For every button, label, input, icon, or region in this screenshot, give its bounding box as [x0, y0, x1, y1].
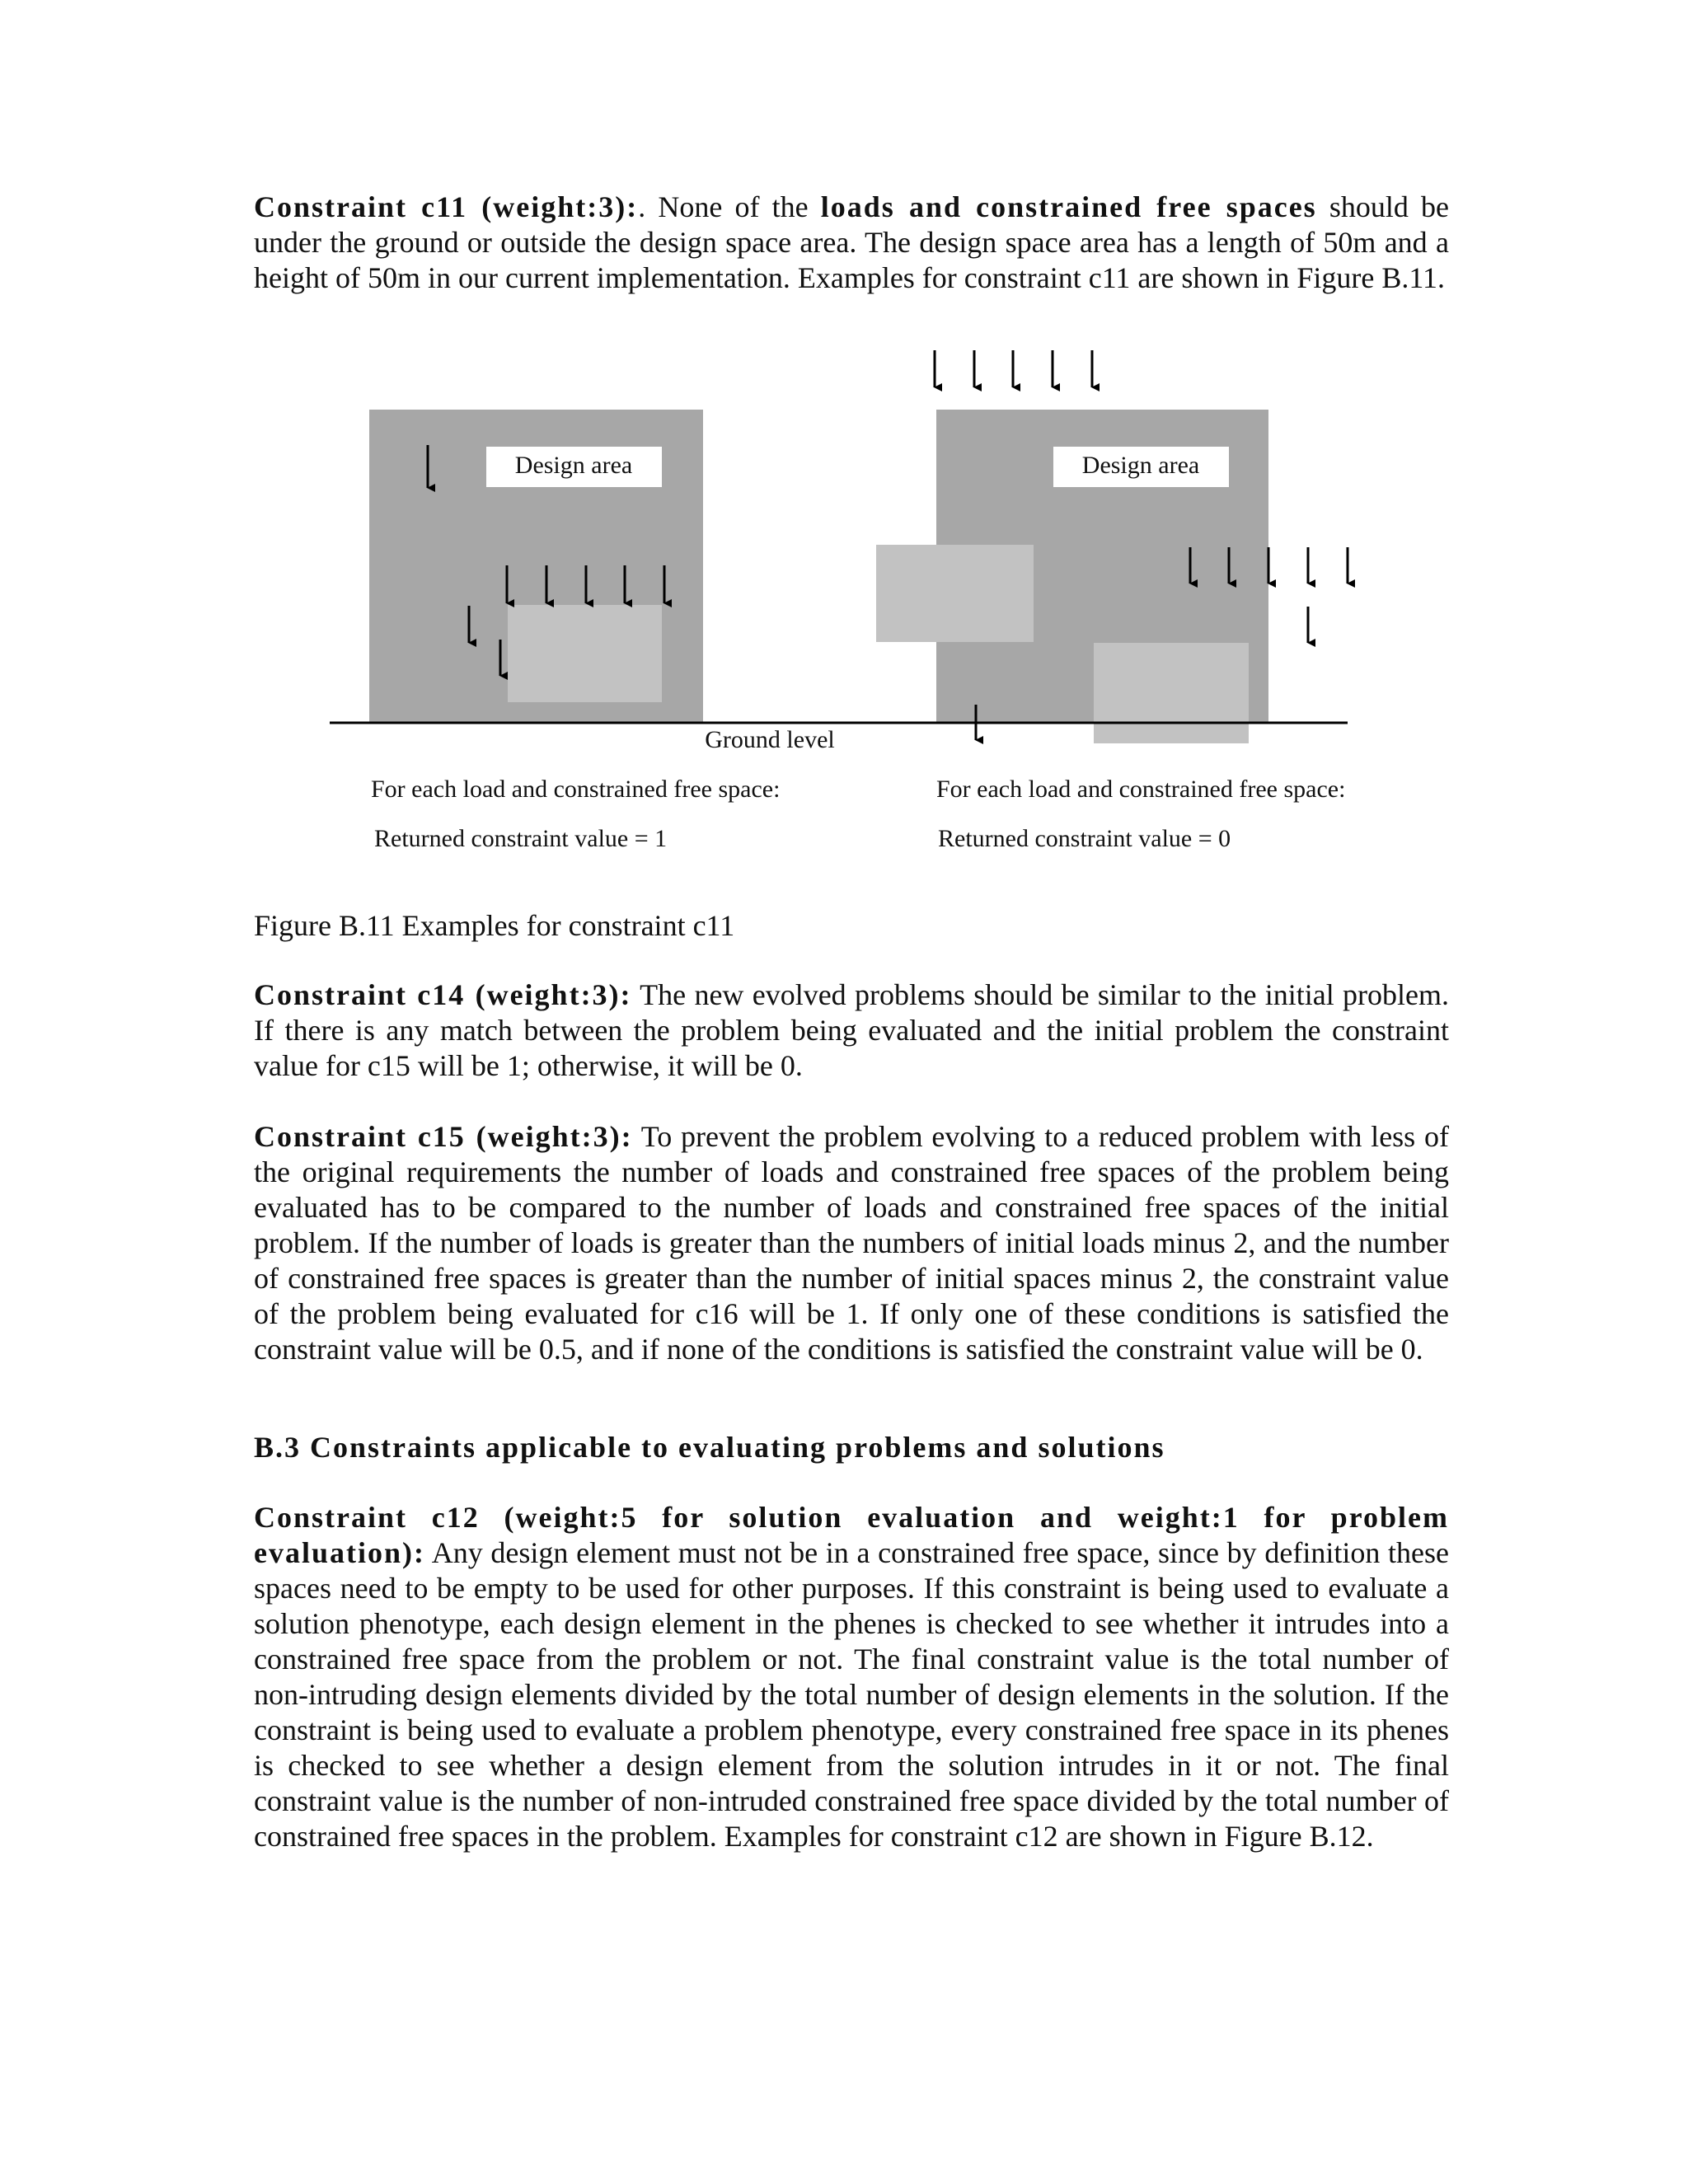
section-heading: B.3 Constraints applicable to evaluating problems and solutions [254, 1431, 1165, 1464]
c11-emphasis: loads and constrained free spaces [820, 190, 1317, 223]
left-note-line1: For each load and constrained free space: [371, 776, 781, 803]
left-free-space [508, 605, 662, 702]
c15-text: To prevent the problem evolving to a reduced problem with less of the original requirements the number of loads and constrained free spaces of the problem being evaluated has to be compared to the number of loads and constrained free spaces of the initial problem. If the number of loads is greater than the numbers of initial loads minus 2, and the number of constrained free spaces is greater than the number of initial spaces minus 2, the constraint value of the problem being evaluated for c16 will be 1. If only one of these conditions is satisfied the constraint value will be 0.5, and if none of the conditions is satisfied the constraint value will be 0. [254, 1120, 1449, 1366]
right-free-space-outside [876, 545, 1034, 642]
right-note-line1: For each load and constrained free space: [936, 776, 1346, 803]
intro-text-2: should be under the ground or outside the design space area. The design space area has a length of 50m and a height of 50m in our current implementation. Examples for constraint c11 are shown in Figure B.11. [254, 190, 1449, 294]
body-section [254, 977, 1449, 1854]
figure-caption: Figure B.11 Examples for constraint c11 [254, 909, 735, 942]
right-free-space-below-ground [1094, 643, 1249, 743]
c15-paragraph [254, 1119, 1449, 1367]
c12-text: Any design element must not be in a constrained free space, since by definition these spaces need to be empty to be used for other purposes. If this constraint is being used to evaluate a solution phenotype, each design element in the phenes is checked to see whether it intrudes into a constrained free space from the problem or not. The final constraint value is the total number of non-intruding design elements divided by the total number of design elements in the solution. If the constraint is being used to evaluate a problem phenotype, every constrained free space in its phenes is checked to see whether a design element from the solution intrudes in it or not. The final constraint value is the number of non-intruded constrained free space divided by the total number of constrained free spaces in the problem. Examples for constraint c12 are shown in Figure B.12. [254, 1536, 1449, 1853]
c15-title: Constraint c15 (weight:3): [254, 1120, 633, 1153]
ground-level-label: Ground level [705, 726, 835, 753]
c14-title: Constraint c14 (weight:3): [254, 978, 632, 1011]
figure-b11 [0, 0, 1688, 874]
left-design-area-label: Design area [514, 452, 633, 479]
c12-title: Constraint c12 (weight:5 for solution evaluation and weight:1 for problem evaluation): [254, 1501, 1449, 1569]
left-note-line2: Returned constraint value = 1 [374, 825, 668, 852]
right-note-line2: Returned constraint value = 0 [938, 825, 1231, 852]
right-design-area-label: Design area [1081, 452, 1200, 479]
c12-paragraph [254, 1500, 1449, 1854]
c11-title: Constraint c11 (weight:3): [254, 190, 639, 223]
c14-paragraph [254, 977, 1449, 1084]
intro-text-1: . None of the [638, 190, 821, 223]
c14-text: The new evolved problems should be similar to the initial problem. If there is any match between the problem being evaluated and the initial problem the constraint value for c15 will be 1; otherwise, it will be 0. [254, 978, 1449, 1082]
